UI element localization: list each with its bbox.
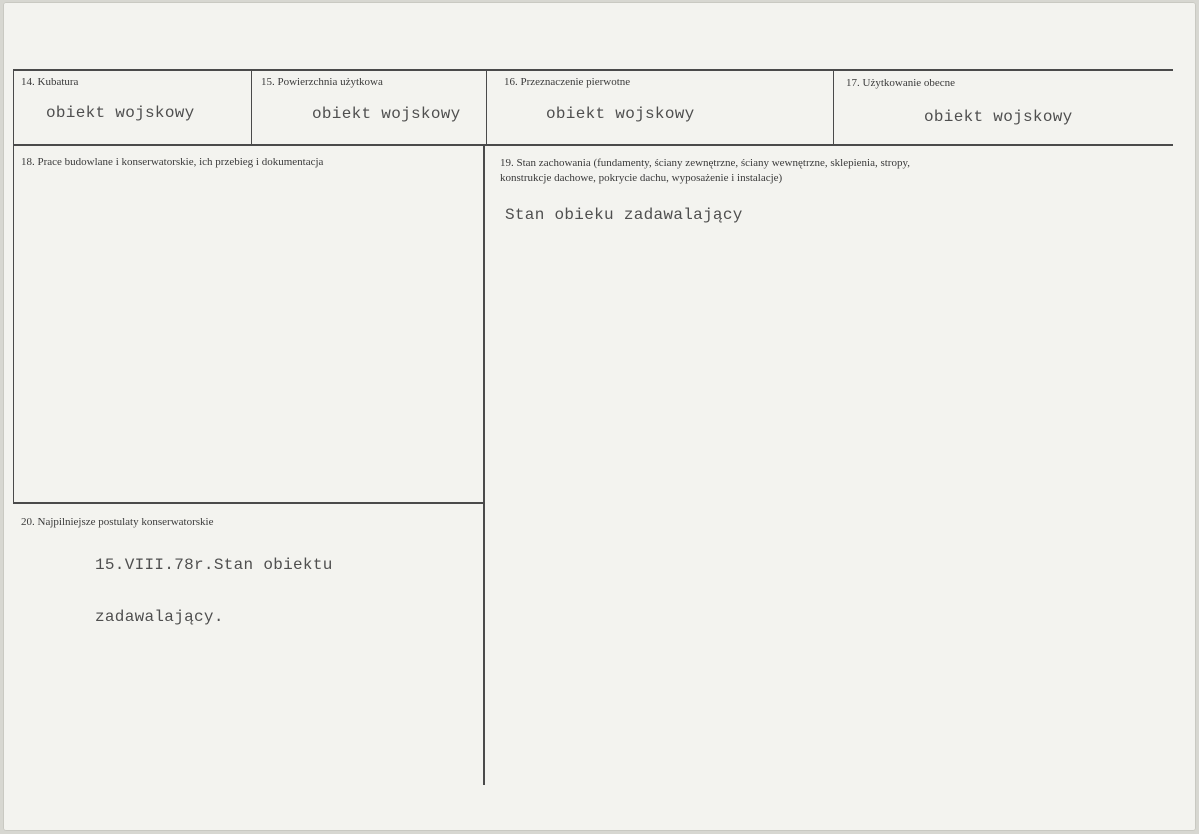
- divider-16-17: [833, 69, 834, 146]
- section-20-rule: [13, 502, 484, 504]
- powierzchnia-label: 15. Powierzchnia użytkowa: [261, 76, 383, 88]
- row-rule: [13, 144, 1173, 146]
- postulaty-value-line1: 15.VIII.78r.Stan obiektu: [95, 556, 333, 574]
- stan-value: Stan obieku zadawalający: [505, 206, 743, 224]
- przeznaczenie-label: 16. Przeznaczenie pierwotne: [504, 76, 631, 88]
- uzytkowanie-value: obiekt wojskowy: [924, 108, 1073, 126]
- kubatura-label: 14. Kubatura: [21, 76, 79, 88]
- postulaty-value-line2: zadawalający.: [95, 608, 224, 626]
- left-border: [13, 69, 14, 504]
- powierzchnia-value: obiekt wojskowy: [312, 105, 461, 123]
- uzytkowanie-label: 17. Użytkowanie obecne: [846, 77, 956, 89]
- center-divider: [483, 144, 485, 785]
- top-rule: [13, 69, 1173, 71]
- stan-label-line2: konstrukcje dachowe, pokrycie dachu, wyposażenie i instalacje): [500, 172, 783, 184]
- divider-15-16: [486, 69, 487, 146]
- stan-label-line1: 19. Stan zachowania (fundamenty, ściany zewnętrzne, ściany wewnętrzne, sklepienia, stropy,: [500, 157, 911, 169]
- record-card: [3, 2, 1196, 831]
- divider-14-15: [251, 69, 252, 146]
- kubatura-value: obiekt wojskowy: [46, 104, 195, 122]
- prace-label: 18. Prace budowlane i konserwatorskie, ich przebieg i dokumentacja: [21, 156, 324, 168]
- postulaty-label: 20. Najpilniejsze postulaty konserwatorskie: [21, 516, 214, 528]
- przeznaczenie-value: obiekt wojskowy: [546, 105, 695, 123]
